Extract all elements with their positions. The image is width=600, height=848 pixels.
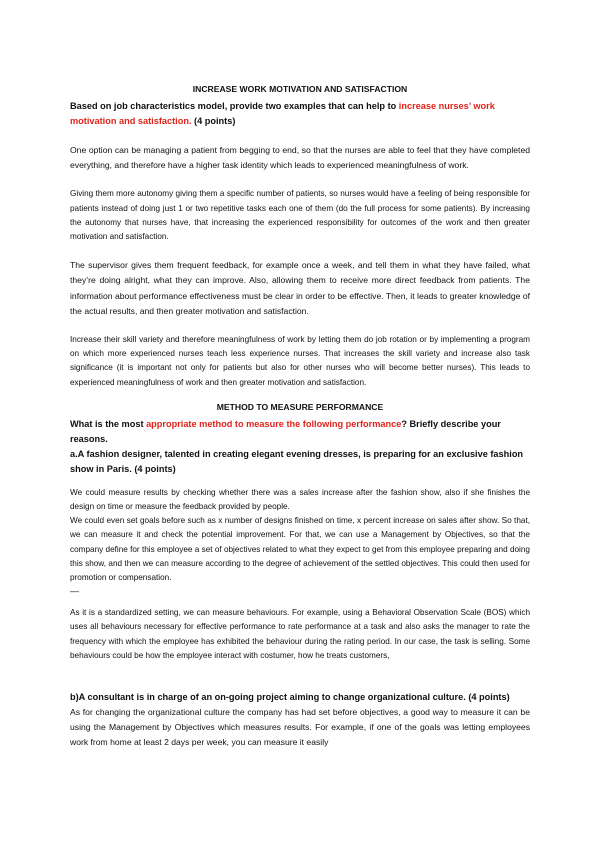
spacer [70,477,530,486]
spacer [70,663,530,690]
question-motivation [70,99,530,129]
question-performance [70,417,530,447]
question-highlight: increase nurses’ work motivation and satisfaction. [70,101,495,126]
spacer [70,390,530,402]
spacer [70,173,530,187]
answer-paragraph-2: Giving them more autonomy giving them a specific number of patients, so nurses would have a feeling of being responsible for patients instead of doing just 1 or two repetitive tasks each one of them (do the full process for some patients). By increasing the autonomy that nurses have, that increasing the experienced responsibility for outcomes of the work and then greater motivation and satisfaction. [70,189,530,242]
question-tail: ? Briefly describe your reasons. [70,418,501,444]
spacer [70,129,530,143]
subquestion-b: b)A consultant is in charge of an on-going project aiming to change organizational culture. (4 points) [70,692,510,703]
subquestion-a: a.A fashion designer, talented in creating elegant evening dresses, is preparing for an exclusive fashion show in Paris. (4 points) [70,448,524,474]
spacer [70,597,530,606]
answer-a-paragraph-3: As it is a standardized setting, we can measure behaviours. For example, using a Behavioral Observation Scale (BOS) which uses all behaviours necessary for effective performance to rate performance at a task and also asks the manager to rate the frequency with which the employee has exhibited the behaviour during the rating period. In our case, the task is selling. Some behaviours could be how the employee interact with costumer, how he treats customers, [70,608,530,660]
question-text: What is the most [70,418,147,429]
section-title-performance: METHOD TO MEASURE PERFORMANCE [216,401,384,412]
answer-paragraph-1: One option can be managing a patient from begging to end, so that the nurses are able to feel that they have completed everything, and therefore have a higher task identity which leads to experienced meaningfulness of work. [70,145,530,171]
answer-b-paragraph-1: As for changing the organizational culture the company has had set before objectives, a good way to measure it can be using the Management by Objectives which measures results. For example, if one of the goals was letting employees work from home at least 2 days per week, you can measure it easily [70,707,530,748]
question-highlight: appropriate method to measure the following performance [146,418,402,429]
answer-a-paragraph-2: We could even set goals before such as x number of designs finished on time, x percent increase on sales after show. So that, we can measure it and check the potential improvement. For that, we can use a Management by Objectives, so that the company define for this employee a set of objectives related to what they expect to get from this employee preparing and doing this show, and then we can measure according to the degree of achievement of the settled objectives. This could then used for promotion or compensation. [70,516,530,583]
question-points: (4 points) [191,116,236,126]
dash-separator: — [70,586,79,597]
spacer [70,319,530,333]
document-page [70,84,530,751]
spacer [70,244,530,258]
answer-a-paragraph-1: We could measure results by checking whether there was a sales increase after the fashion show, also if she finishes the design on time or measure the feedback provided by people. [70,487,530,512]
question-text: Based on job characteristics model, provide two examples that can help to [70,101,399,111]
answer-paragraph-4: Increase their skill variety and therefore meaningfulness of work by letting them do job rotation or by implementing a program on which more experienced nurses teach less experience nurses. That increases the skill variety and increase also task significance (it is important not only for patients but also for other nurses who will become better nurses). This leads to experienced meaningfulness of work and then greater motivation and satisfaction. [70,335,530,387]
section-title-motivation: INCREASE WORK MOTIVATION AND SATISFACTION [192,84,408,94]
answer-paragraph-3: The supervisor gives them frequent feedback, for example once a week, and tell them in what they have failed, what they’re doing alright, what they can improve. Also, allowing them to receive more direct feedback from patients. The information about performance effectiveness must be clear in order to be effective. Then, it leads to greater knowledge of the actual results, and then greater motivation and satisfaction. [70,260,530,316]
